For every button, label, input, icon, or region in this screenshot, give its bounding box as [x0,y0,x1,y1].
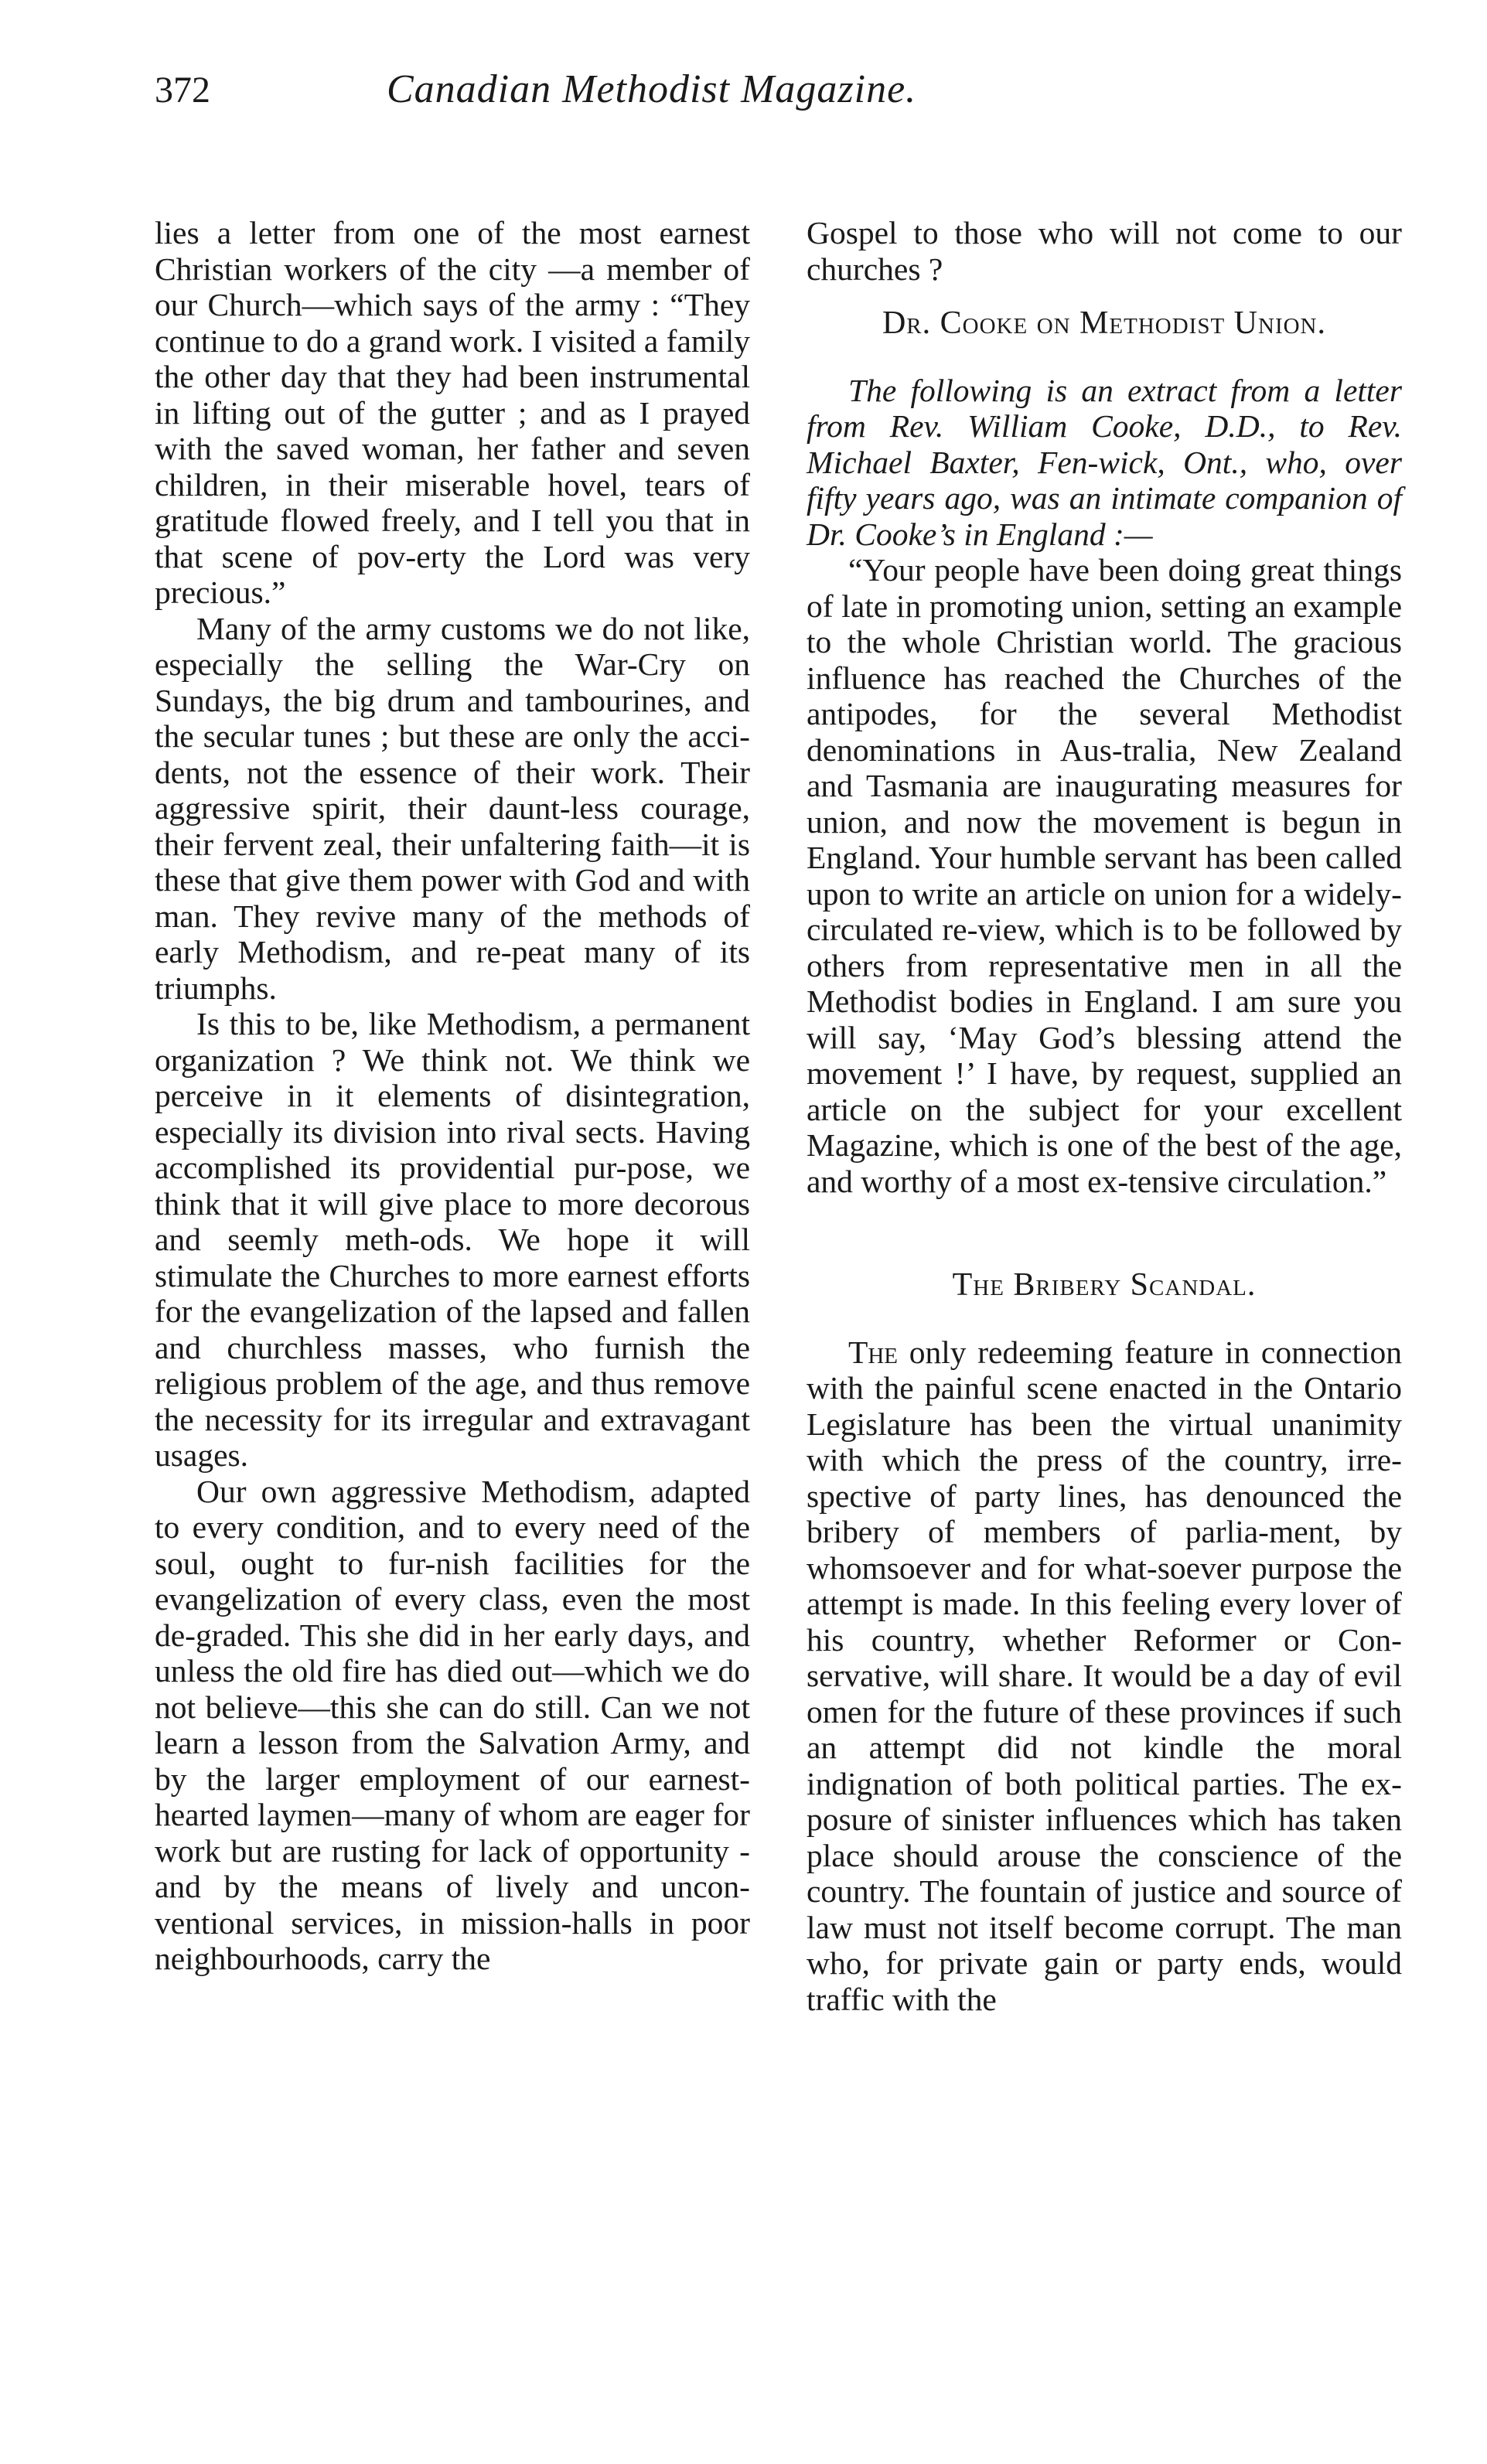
lead-word: The [848,1334,899,1370]
page-header [155,66,1402,144]
paragraph [807,1334,1402,2018]
paragraph: Our own aggressive Methodism, adapted to every condition, and to every need of the soul, ought to fur-nish facilities for the evangelization of every class, even the most de-graded. This she did in her early days, and unless the old fire has died out—which we do not believe—this she can do still. Can we not learn a lesson from the Salvation Army, and by the larger employment of our earnest-hearted laymen—many of whom are eager for work but are rusting for lack of opportunity - and by the means of lively and uncon-ventional services, in mission-halls in poor neighbourhoods, carry the [155,1473,750,1976]
right-column [807,215,1402,2017]
article-columns [155,215,1402,2017]
paragraph: Gospel to those who will not come to our churches ? [807,215,1402,287]
section-heading: The Bribery Scandal. [952,1267,1257,1303]
paragraph-body: only redeeming feature in connection with the painful scene enacted in the Ontario Legislature has been the virtual unanimity with which the press of the country, irre-spective of party lines, has denounced the bribery of members of parlia-ment, by whomsoever and for what-soever purpose the attempt is made. In this feeling every lover of his country, whether Reformer or Con-servative, will share. It would be a day of evil omen for the future of these provinces if such an attempt did not kindle the moral indignation of both political parties. The ex-posure of sinister influences which has taken place should arouse the conscience of the country. The fountain of justice and source of law must not itself become corrupt. The man who, for private gain or party ends, would traffic with the [807,1334,1403,2017]
paragraph: lies a letter from one of the most earnest Christian workers of the city —a member of our Church—which says of the army : “They continue to do a grand work. I visited a family the other day that they had been instrumental in lifting out of the gutter ; and as I prayed with the saved woman, her father and seven children, in their miserable hovel, tears of gratitude flowed freely, and I tell you that in that scene of pov-erty the Lord was very precious.” [155,215,750,610]
quoted-letter: “Your people have been doing great things of late in promoting union, setting an example to the whole Christian world. The gracious influence has reached the Churches of the antipodes, for the several Methodist denominations in Aus-tralia, New Zealand and Tasmania are inaugurating measures for union, and now the movement is begun in England. Your humble servant has been called upon to write an article on union for a widely-circulated re-view, which is to be followed by others from representative men in all the Methodist bodies in England. I am sure you will say, ‘May God’s blessing attend the movement !’ I have, by request, supplied an article on the subject for your excellent Magazine, which is one of the best of the age, and worthy of a most ex-tensive circulation.” [807,552,1402,1199]
paragraph: Is this to be, like Methodism, a permanent organization ? We think not. We think we perceive in it elements of disintegration, especially its division into rival sects. Having accomplished its providential pur-pose, we think that it will give place to more decorous and seemly meth-ods. We hope it will stimulate the Churches to more earnest efforts for the evangelization of the lapsed and fallen and churchless masses, who furnish the religious problem of the age, and thus remove the necessity for its irregular and extravagant usages. [155,1006,750,1473]
paragraph: Many of the army customs we do not like, especially the selling the War-Cry on Sundays, the big drum and tambourines, and the secular tunes ; but these are only the acci-dents, not the essence of their work. Their aggressive spirit, their daunt-less courage, their fervent zeal, their unfaltering faith—it is these that give them power with God and with man. They revive many of the methods of early Methodism, and re-peat many of its triumphs. [155,610,750,1006]
left-column [155,215,750,2017]
section-heading: Dr. Cooke on Methodist Union. [882,305,1327,341]
page-number: 372 [155,70,210,111]
running-title: Canadian Methodist Magazine. [387,67,917,111]
paragraph: The following is an extract from a letter from Rev. William Cooke, D.D., to Rev. Michael Baxter, Fen-wick, Ont., who, over fifty years ago, was an intimate companion of Dr. Cooke’s in England :— [807,372,1402,552]
